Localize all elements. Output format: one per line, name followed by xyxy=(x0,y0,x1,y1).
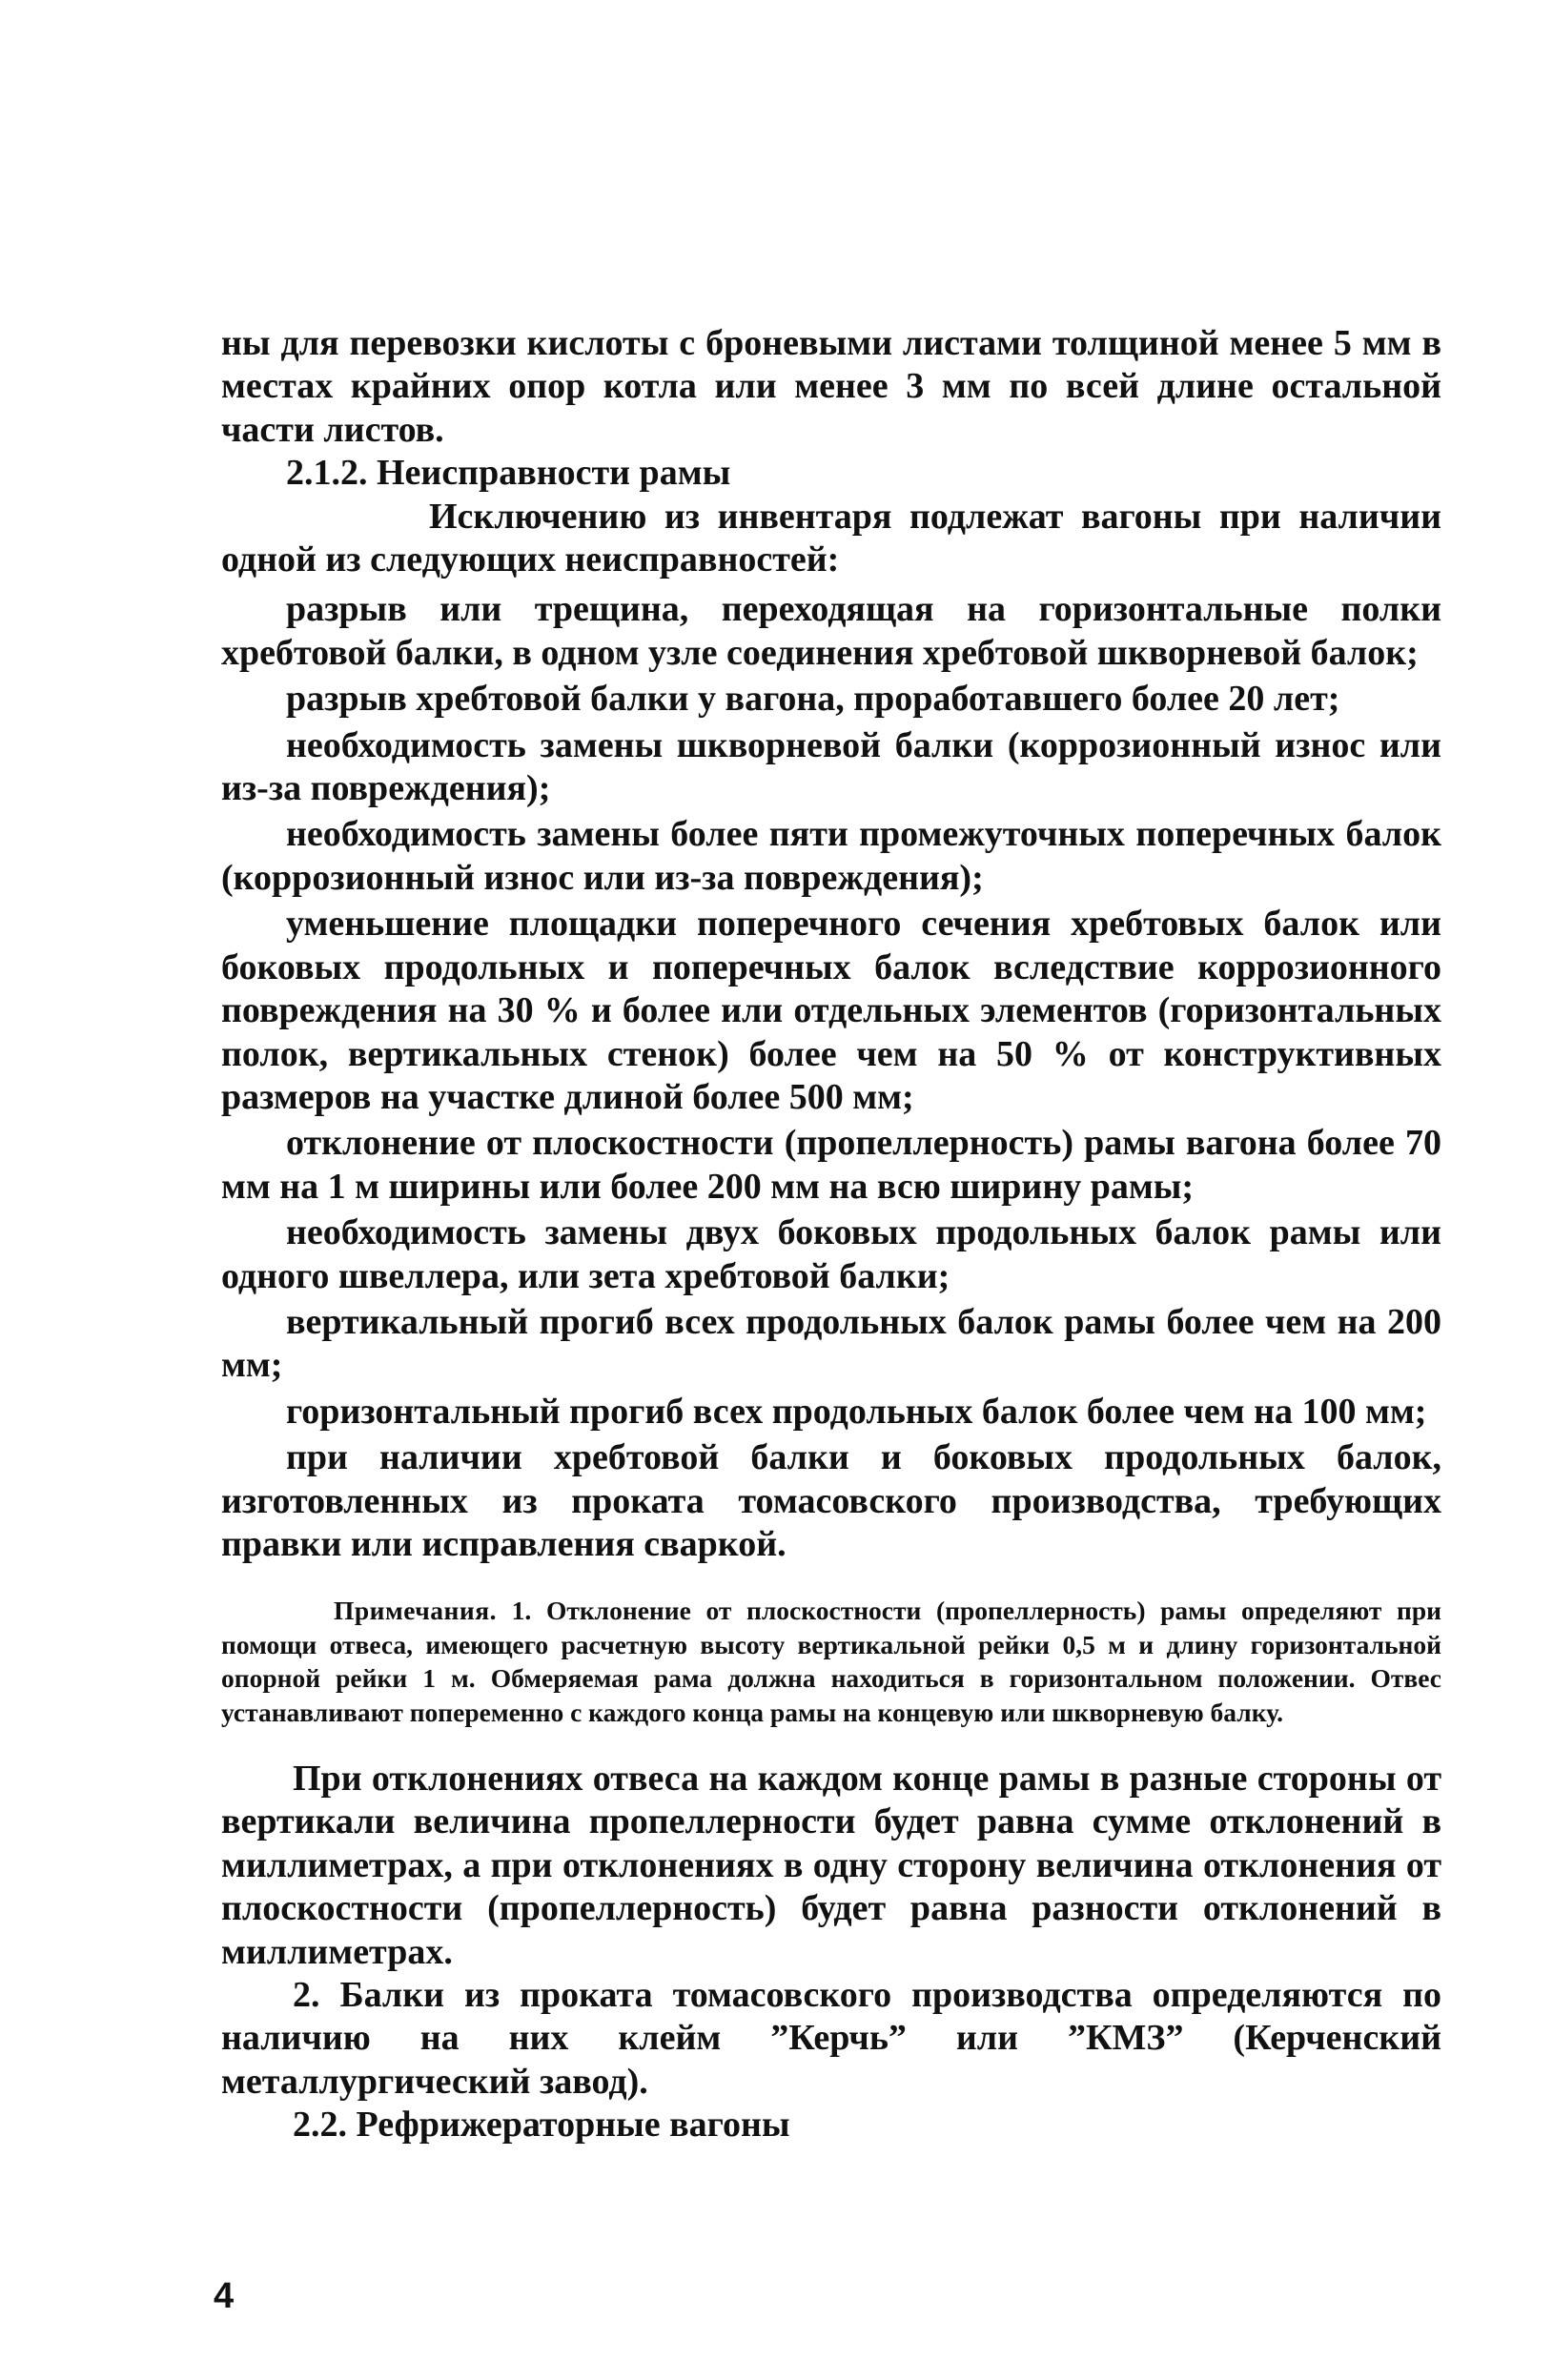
page-number: 4 xyxy=(214,2276,235,2316)
notes-continued xyxy=(221,1758,1441,2147)
document-page xyxy=(221,322,1441,2147)
note-1 xyxy=(221,1594,1441,1729)
continuation-paragraph: ны для перевозки кислоты с броневыми листами толщиной менее 5 мм в местах крайних опор котла или менее 3 мм по всей длине остальной части листов. xyxy=(221,323,1441,450)
list-item: вертикальный прогиб всех продольных балок рамы более чем на 200 мм; xyxy=(221,1301,1441,1386)
section-intro: Исключению из инвентаря подлежат вагоны при наличии одной из следующих неисправностей: xyxy=(221,496,1441,580)
list-item: необходимость замены шкворневой балки (коррозионный износ или из-за повреждения); xyxy=(221,724,1441,809)
list-item: необходимость замены двух боковых продольных балок рамы или одного швеллера, или зета хребтовой балки; xyxy=(221,1212,1441,1296)
note-1-text: 1. Отклонение от плоскостности (пропеллерность) рамы определяют при помощи отвеса, имеющего расчетную высоту вертикальной рейки 0,5 м и длину горизонтальной опорной рейки 1 м. Обмеряемая рама должна находиться в горизонтальном положении. Отвес устанавливают попеременно с каждого конца рамы на концевую или шкворневую балку. xyxy=(221,1596,1442,1727)
note-2: 2. Балки из проката томасовского производства определяются по наличию на них клейм ”Керчь” или ”КМЗ” (Керченский металлургический завод). xyxy=(221,1975,1441,2102)
list-item: горизонтальный прогиб всех продольных балок более чем на 100 мм; xyxy=(286,1391,1427,1432)
list-item: уменьшение площадки поперечного сечения хребтовых балок или боковых продольных и поперечных балок вследствие коррозионного повреждения на 30 % и более или отдельных элементов (горизонтальных полок, вертикальных стенок) более чем на 50 % от конструктивных размеров на участке длиной более 500 мм; xyxy=(221,904,1441,1117)
list-item: необходимость замены более пяти промежуточных поперечных балок (коррозионный износ или из-за повреждения); xyxy=(221,814,1441,898)
list-item: отклонение от плоскостности (пропеллерность) рамы вагона более 70 мм на 1 м ширины или более 200 мм на всю ширину рамы; xyxy=(221,1123,1441,1207)
note-1-continued: При отклонениях отвеса на каждом конце рамы в разные стороны от вертикали величина пропеллерности будет равна сумме отклонений в миллиметрах, а при отклонениях в одну сторону величина отклонения от плоскостности (пропеллерность) будет равна разности отклонений в миллиметрах. xyxy=(221,1759,1441,1972)
note-label: Примечания. xyxy=(334,1596,497,1626)
section-heading-2-1-2: 2.1.2. Неисправности рамы xyxy=(286,453,731,494)
defects-list xyxy=(221,588,1441,1566)
list-item: разрыв хребтовой балки у вагона, проработавшего более 20 лет; xyxy=(286,679,1340,720)
section-heading-2-2: 2.2. Рефрижераторные вагоны xyxy=(293,2105,790,2146)
list-item: разрыв или трещина, переходящая на горизонтальные полки хребтовой балки, в одном узле соединения хребтовой шкворневой балок; xyxy=(221,589,1441,673)
list-item: при наличии хребтовой балки и боковых продольных балок, изготовленных из проката томасовского производства, требующих правки или исправления сваркой. xyxy=(221,1437,1441,1564)
